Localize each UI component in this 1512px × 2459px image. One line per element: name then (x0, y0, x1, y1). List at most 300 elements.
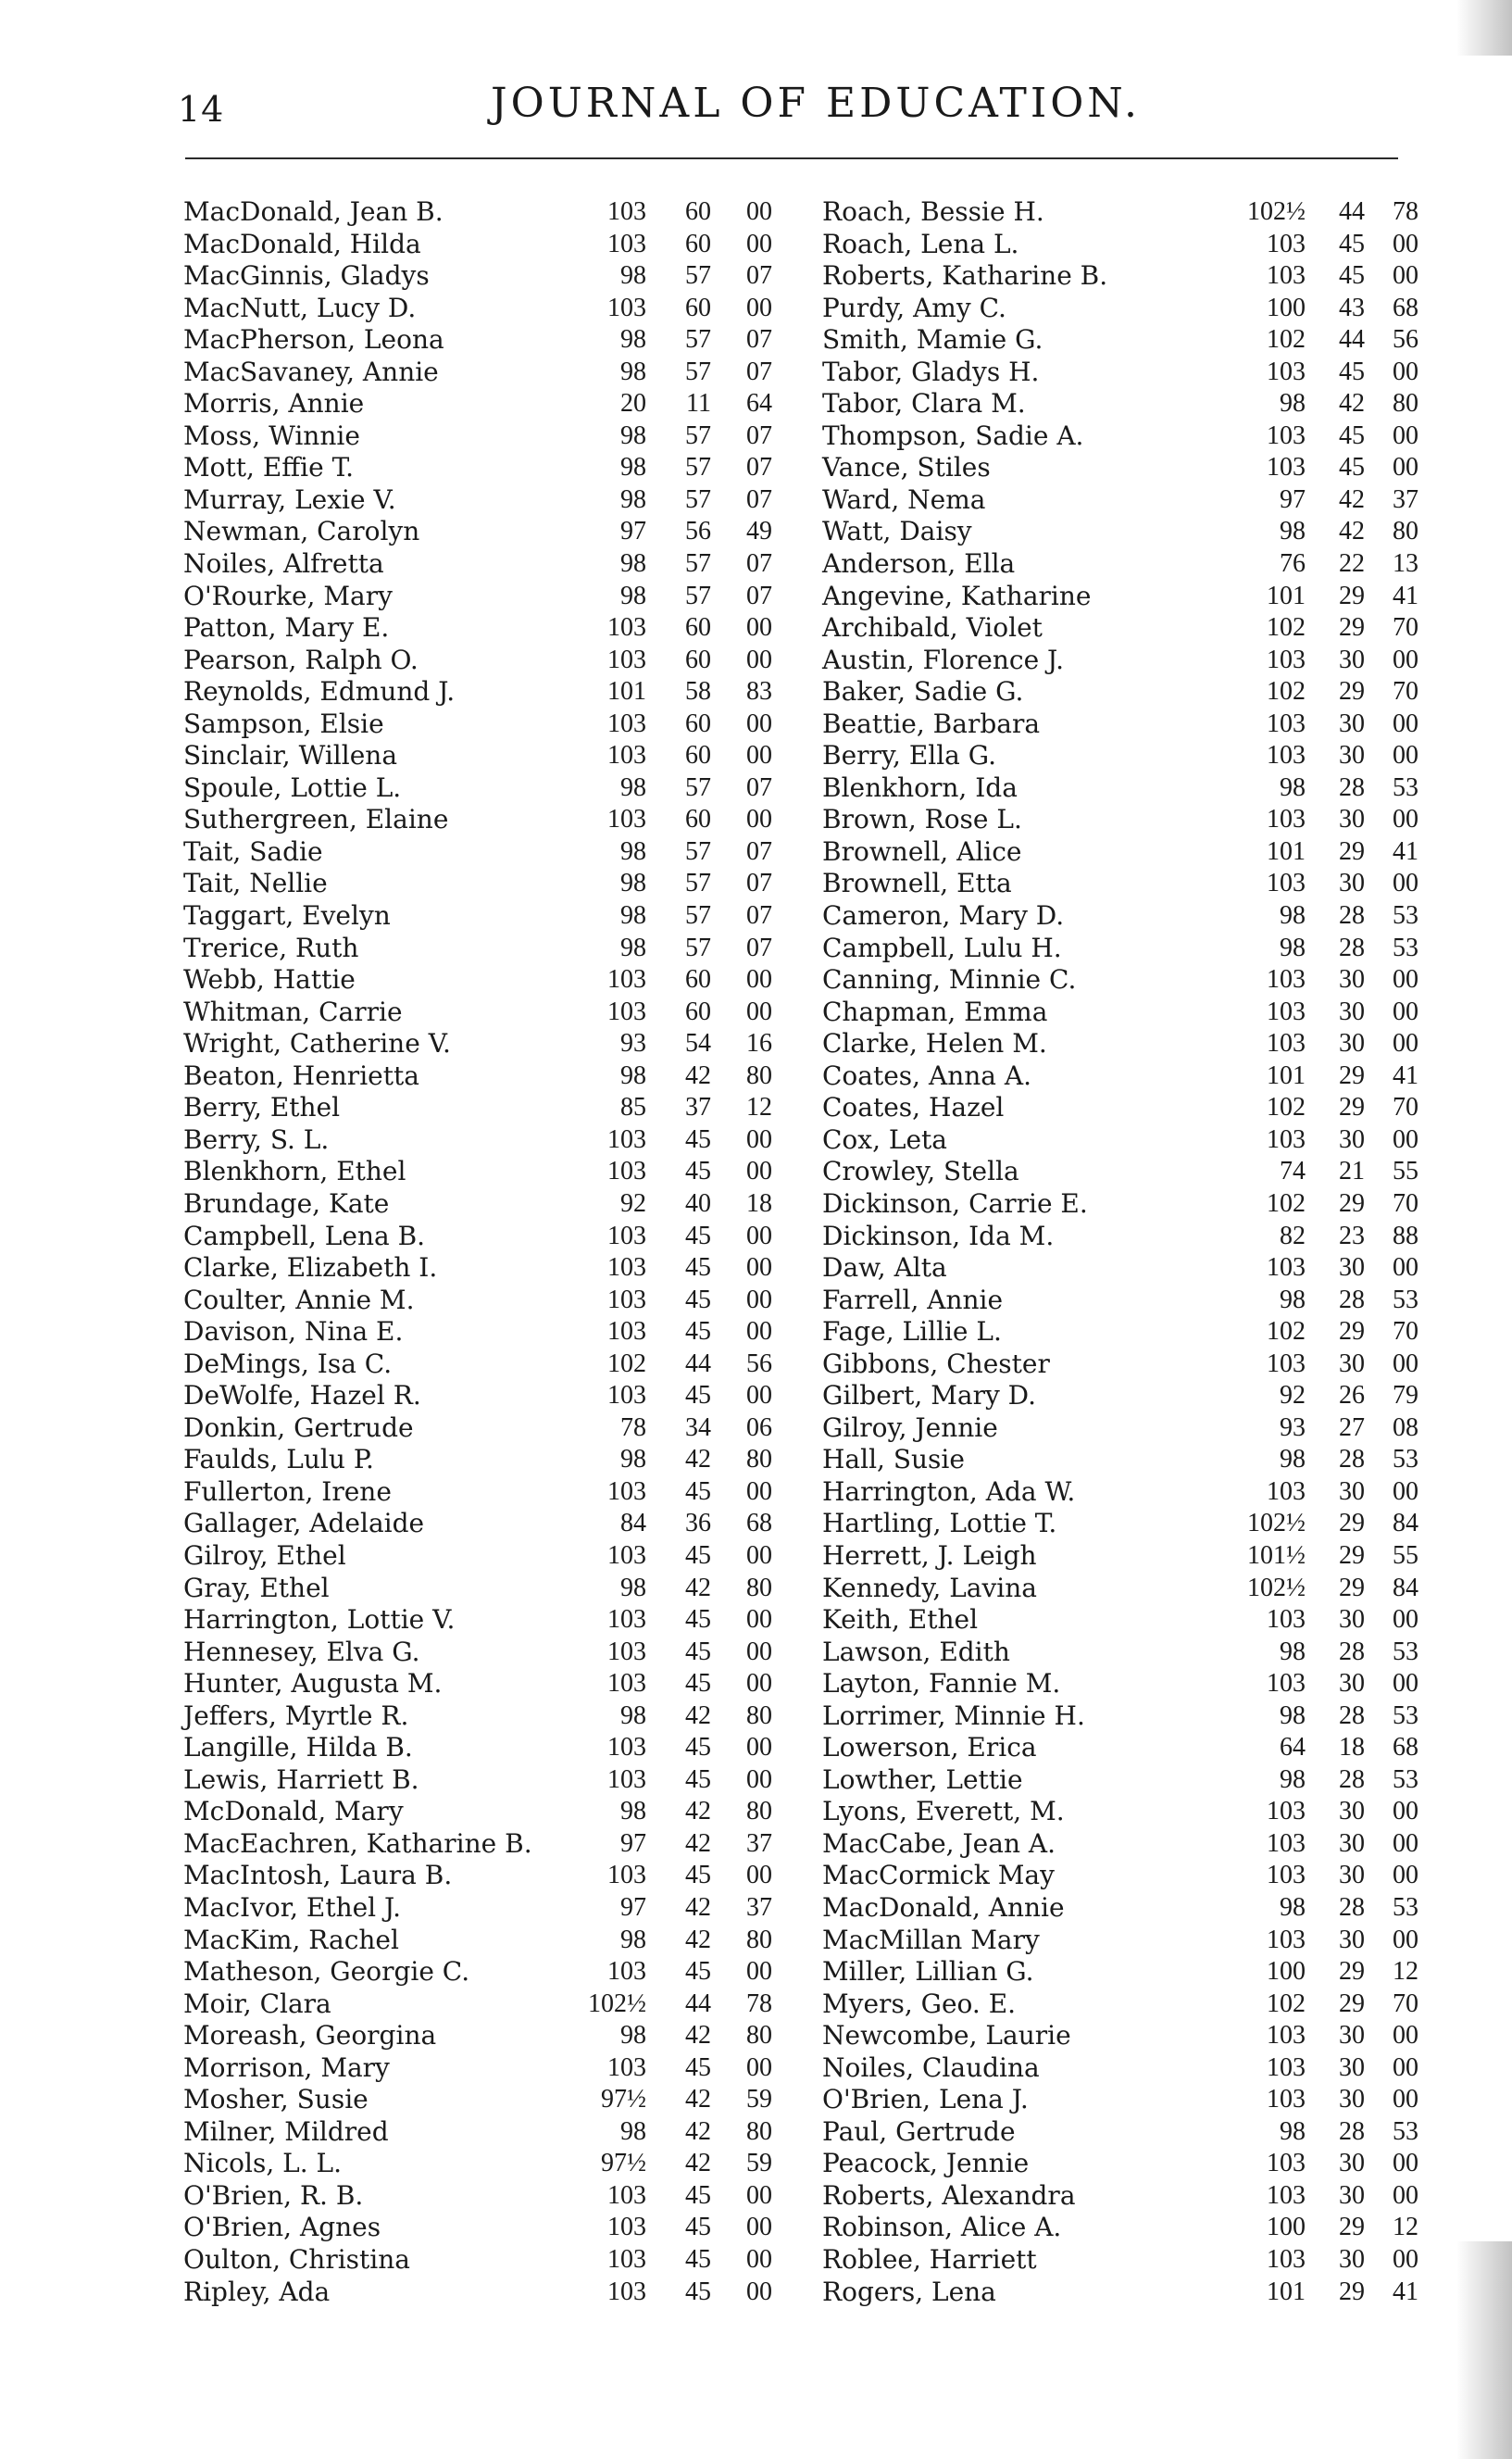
list-row (822, 484, 1452, 517)
days-taught: 98 (620, 869, 646, 898)
list-row (183, 1380, 813, 1412)
grant-cents: 80 (746, 2021, 772, 2051)
grant-cents: 41 (1393, 836, 1418, 866)
days-taught: 103 (607, 197, 646, 226)
grant-cents: 53 (1393, 1637, 1418, 1666)
teacher-name: O'Rourke, Mary (183, 580, 393, 611)
list-row (822, 612, 1452, 645)
grant-cents: 12 (746, 1093, 772, 1123)
teacher-name: Fage, Lillie L. (822, 1316, 1002, 1348)
days-taught: 103 (607, 613, 646, 643)
grant-cents: 41 (1393, 581, 1418, 610)
list-row (822, 1989, 1452, 2021)
grant-cents: 00 (1393, 2180, 1418, 2210)
days-taught: 103 (607, 1637, 646, 1666)
list-row (822, 420, 1452, 453)
grant-dollars: 29 (1339, 1188, 1365, 1218)
list-row (822, 836, 1452, 869)
grant-dollars: 54 (685, 1029, 711, 1059)
grant-cents: 00 (1393, 261, 1418, 291)
grant-cents: 00 (746, 1157, 772, 1186)
teacher-name: Blenkhorn, Ethel (183, 1156, 406, 1187)
grant-cents: 00 (1393, 805, 1418, 834)
list-row (183, 1316, 813, 1349)
days-taught: 103 (1267, 965, 1306, 995)
list-row (183, 581, 813, 613)
grant-dollars: 57 (685, 261, 711, 291)
teacher-name: Baker, Sadie G. (822, 676, 1024, 708)
teacher-name: Harrington, Ada W. (822, 1475, 1076, 1507)
grant-dollars: 45 (685, 1637, 711, 1666)
teacher-name: Fullerton, Irene (183, 1475, 392, 1507)
grant-dollars: 45 (685, 1669, 711, 1699)
days-taught: 103 (607, 2245, 646, 2274)
teacher-name: Trerice, Ruth (183, 932, 359, 963)
days-taught: 101 (1267, 2277, 1306, 2306)
teacher-name: Sampson, Elsie (183, 708, 384, 739)
teacher-name: Coates, Hazel (822, 1092, 1005, 1123)
grant-dollars: 28 (1339, 1764, 1365, 1794)
grant-cents: 07 (746, 933, 772, 962)
list-row (183, 484, 813, 517)
teacher-name: Roblee, Harriett (822, 2244, 1037, 2275)
teacher-name: Tabor, Clara M. (822, 388, 1026, 420)
teacher-name: Crowley, Stella (822, 1156, 1019, 1187)
page-edge-shadow-bottom (1456, 2241, 1512, 2459)
days-taught: 103 (1267, 2180, 1306, 2210)
teacher-name: Gallager, Adelaide (183, 1508, 425, 1539)
teacher-name: Miller, Lillian G. (822, 1956, 1034, 1988)
grant-cents: 07 (746, 772, 772, 802)
teacher-name: Donkin, Gertrude (183, 1411, 414, 1443)
grant-dollars: 26 (1339, 1381, 1365, 1411)
grant-dollars: 30 (1339, 965, 1365, 995)
grant-cents: 00 (746, 997, 772, 1026)
list-row (183, 1860, 813, 1892)
teacher-name: Hall, Susie (822, 1444, 965, 1475)
grant-dollars: 22 (1339, 549, 1365, 579)
grant-dollars: 28 (1339, 1445, 1365, 1474)
list-row (183, 1221, 813, 1253)
header-rule (185, 157, 1398, 159)
days-taught: 98 (620, 933, 646, 962)
days-taught: 98 (620, 261, 646, 291)
days-taught: 102 (1267, 1989, 1306, 2018)
teacher-name: Morris, Annie (183, 388, 365, 420)
days-taught: 103 (607, 1476, 646, 1506)
teacher-name: Peacock, Jennie (822, 2148, 1030, 2179)
days-taught: 93 (620, 1029, 646, 1059)
teacher-name: O'Brien, R. B. (183, 2179, 364, 2211)
grant-dollars: 42 (1339, 517, 1365, 546)
grant-cents: 80 (746, 1573, 772, 1602)
teacher-name: Nicols, L. L. (183, 2148, 343, 2179)
days-taught: 97 (620, 1828, 646, 1858)
grant-dollars: 29 (1339, 677, 1365, 707)
teacher-name: Smith, Mamie G. (822, 324, 1043, 356)
grant-cents: 53 (1393, 772, 1418, 802)
days-taught: 103 (1267, 869, 1306, 898)
days-taught: 97 (620, 1892, 646, 1922)
grant-cents: 00 (746, 741, 772, 771)
grant-cents: 49 (746, 517, 772, 546)
grant-dollars: 28 (1339, 1700, 1365, 1730)
list-row (822, 2277, 1452, 2309)
days-taught: 103 (607, 741, 646, 771)
teacher-name: Gilroy, Ethel (183, 1539, 346, 1571)
teacher-name: Suthergreen, Elaine (183, 804, 449, 835)
list-row (822, 1796, 1452, 1828)
days-taught: 98 (620, 1573, 646, 1602)
teacher-name: Dickinson, Carrie E. (822, 1187, 1088, 1219)
list-row (822, 1092, 1452, 1124)
list-row (822, 1637, 1452, 1669)
grant-dollars: 29 (1339, 613, 1365, 643)
grant-dollars: 28 (1339, 772, 1365, 802)
grant-cents: 00 (746, 2180, 772, 2210)
list-row (822, 1540, 1452, 1573)
grant-dollars: 30 (1339, 1476, 1365, 1506)
grant-dollars: 45 (685, 1253, 711, 1283)
list-row (822, 229, 1452, 261)
grant-cents: 00 (1393, 1797, 1418, 1826)
grant-dollars: 45 (685, 2180, 711, 2210)
grant-cents: 07 (746, 453, 772, 483)
list-row (822, 933, 1452, 965)
grant-cents: 00 (1393, 965, 1418, 995)
grant-dollars: 30 (1339, 1349, 1365, 1378)
list-row (183, 1092, 813, 1124)
teacher-name: MacCormick May (822, 1860, 1055, 1891)
teacher-name: Sinclair, Willena (183, 740, 398, 772)
days-taught: 98 (620, 1925, 646, 1954)
grant-dollars: 60 (685, 741, 711, 771)
list-row (183, 2212, 813, 2244)
grant-dollars: 57 (685, 933, 711, 962)
grant-cents: 64 (746, 389, 772, 419)
days-taught: 74 (1280, 1157, 1306, 1186)
list-row (183, 900, 813, 933)
teacher-name: DeMings, Isa C. (183, 1348, 393, 1379)
teacher-name: Lorrimer, Minnie H. (822, 1700, 1085, 1731)
teacher-name: MacIvor, Ethel J. (183, 1891, 401, 1923)
teacher-name: Taggart, Evelyn (183, 900, 391, 932)
teacher-name: Moreash, Georgina (183, 2020, 437, 2051)
grant-dollars: 42 (685, 1700, 711, 1730)
teacher-name: Clarke, Helen M. (822, 1028, 1047, 1060)
grant-cents: 56 (746, 1349, 772, 1378)
list-row (822, 1412, 1452, 1445)
teacher-name: Langille, Hilda B. (183, 1732, 413, 1763)
teacher-name: Angevine, Katharine (822, 580, 1092, 611)
teacher-name: Pearson, Ralph O. (183, 644, 419, 675)
days-taught: 103 (607, 2277, 646, 2306)
teacher-name: Berry, Ella G. (822, 740, 997, 772)
teacher-name: Tabor, Gladys H. (822, 356, 1040, 387)
days-taught: 103 (1267, 2245, 1306, 2274)
grant-cents: 00 (746, 1253, 772, 1283)
grant-dollars: 28 (1339, 933, 1365, 962)
grant-dollars: 45 (685, 1540, 711, 1570)
grant-cents: 53 (1393, 1700, 1418, 1730)
grant-cents: 53 (1393, 901, 1418, 931)
grant-dollars: 44 (685, 1349, 711, 1378)
grant-dollars: 37 (685, 1093, 711, 1123)
list-row (822, 1316, 1452, 1349)
list-row (183, 357, 813, 389)
days-taught: 92 (1280, 1381, 1306, 1411)
grant-cents: 00 (746, 645, 772, 674)
list-row (822, 804, 1452, 836)
grant-cents: 07 (746, 869, 772, 898)
teacher-name: Thompson, Sadie A. (822, 420, 1084, 451)
grant-dollars: 30 (1339, 1925, 1365, 1954)
grant-cents: 00 (746, 2245, 772, 2274)
days-taught: 103 (1267, 741, 1306, 771)
teacher-name: Blenkhorn, Ida (822, 772, 1018, 803)
list-row (183, 1252, 813, 1285)
days-taught: 103 (1267, 229, 1306, 258)
teacher-name: Rogers, Lena (822, 2276, 996, 2307)
grant-dollars: 30 (1339, 1797, 1365, 1826)
grant-dollars: 42 (685, 1573, 711, 1602)
teacher-name: Gilroy, Jennie (822, 1411, 998, 1443)
days-taught: 84 (620, 1509, 646, 1538)
grant-cents: 84 (1393, 1573, 1418, 1602)
list-row (183, 1668, 813, 1700)
list-row (822, 516, 1452, 548)
grant-dollars: 45 (685, 1733, 711, 1763)
teacher-name: MacKim, Rachel (183, 1924, 399, 1955)
grant-dollars: 58 (685, 677, 711, 707)
list-row (183, 324, 813, 357)
days-taught: 85 (620, 1093, 646, 1123)
teacher-name: Cameron, Mary D. (822, 900, 1065, 932)
grant-cents: 53 (1393, 933, 1418, 962)
list-row (183, 1989, 813, 2021)
days-taught: 103 (1267, 2085, 1306, 2114)
grant-cents: 00 (1393, 229, 1418, 258)
days-taught: 78 (620, 1412, 646, 1442)
grant-cents: 00 (746, 1957, 772, 1987)
grant-dollars: 42 (685, 2149, 711, 2178)
teacher-name: O'Brien, Lena J. (822, 2084, 1029, 2115)
grant-dollars: 45 (685, 1476, 711, 1506)
grant-dollars: 45 (685, 1157, 711, 1186)
list-row (183, 2052, 813, 2085)
list-row (822, 1028, 1452, 1060)
grant-dollars: 57 (685, 484, 711, 514)
days-taught: 98 (1280, 517, 1306, 546)
list-row (183, 388, 813, 420)
grant-dollars: 30 (1339, 1861, 1365, 1890)
days-taught: 97½ (601, 2085, 646, 2114)
grant-dollars: 30 (1339, 805, 1365, 834)
teacher-name: Davison, Nina E. (183, 1316, 404, 1348)
list-row (822, 196, 1452, 229)
teacher-name: Patton, Mary E. (183, 612, 390, 644)
teacher-name: MacNutt, Lucy D. (183, 292, 417, 323)
list-row (822, 1124, 1452, 1157)
grant-dollars: 45 (685, 2277, 711, 2306)
grant-cents: 00 (746, 613, 772, 643)
teacher-name: Myers, Geo. E. (822, 1988, 1017, 2019)
teacher-name: Anderson, Ella (822, 548, 1016, 580)
days-taught: 102 (1267, 677, 1306, 707)
grant-cents: 00 (746, 1285, 772, 1314)
grant-dollars: 18 (1339, 1733, 1365, 1763)
grant-dollars: 42 (685, 1925, 711, 1954)
days-taught: 98 (620, 549, 646, 579)
days-taught: 98 (620, 1797, 646, 1826)
days-taught: 103 (607, 965, 646, 995)
list-row (183, 1637, 813, 1669)
grant-cents: 00 (1393, 997, 1418, 1026)
grant-dollars: 56 (685, 517, 711, 546)
days-taught: 101 (1267, 836, 1306, 866)
grant-cents: 06 (746, 1412, 772, 1442)
days-taught: 98 (1280, 933, 1306, 962)
grant-cents: 00 (746, 2052, 772, 2082)
list-row (822, 1892, 1452, 1925)
teacher-name: Roach, Lena L. (822, 228, 1019, 259)
grant-cents: 00 (1393, 2245, 1418, 2274)
list-row (183, 2116, 813, 2149)
days-taught: 103 (607, 2052, 646, 2082)
grant-dollars: 29 (1339, 1989, 1365, 2018)
teacher-name: Ward, Nema (822, 483, 986, 515)
grant-dollars: 57 (685, 453, 711, 483)
grant-dollars: 60 (685, 965, 711, 995)
grant-dollars: 29 (1339, 836, 1365, 866)
list-row (822, 2212, 1452, 2244)
list-row (822, 868, 1452, 900)
teacher-name: Lowther, Lettie (822, 1763, 1023, 1795)
days-taught: 98 (1280, 772, 1306, 802)
grant-cents: 00 (1393, 709, 1418, 738)
grant-dollars: 28 (1339, 1285, 1365, 1314)
teacher-name: Campbell, Lena B. (183, 1220, 426, 1251)
teacher-name: Canning, Minnie C. (822, 964, 1077, 996)
days-taught: 103 (607, 645, 646, 674)
days-taught: 82 (1280, 1221, 1306, 1250)
list-row (822, 772, 1452, 805)
days-taught: 103 (607, 997, 646, 1026)
grant-cents: 53 (1393, 1445, 1418, 1474)
grant-cents: 78 (746, 1989, 772, 2018)
grant-cents: 41 (1393, 1060, 1418, 1090)
list-row (822, 2052, 1452, 2085)
list-row (822, 2084, 1452, 2116)
grant-dollars: 30 (1339, 1828, 1365, 1858)
days-taught: 103 (607, 1861, 646, 1890)
teacher-name: Gray, Ethel (183, 1572, 330, 1603)
teacher-name: Webb, Hattie (183, 964, 356, 996)
teacher-name: Roberts, Katharine B. (822, 260, 1108, 292)
list-row (822, 1764, 1452, 1797)
grant-dollars: 57 (685, 869, 711, 898)
days-taught: 103 (1267, 1669, 1306, 1699)
days-taught: 101 (1267, 581, 1306, 610)
days-taught: 98 (620, 1445, 646, 1474)
grant-cents: 88 (1393, 1221, 1418, 1250)
grant-cents: 00 (746, 1605, 772, 1635)
days-taught: 102 (1267, 325, 1306, 355)
list-row (183, 1349, 813, 1381)
grant-cents: 00 (746, 1221, 772, 1250)
grant-dollars: 27 (1339, 1412, 1365, 1442)
teacher-name: MacDonald, Jean B. (183, 196, 444, 227)
grant-dollars: 29 (1339, 581, 1365, 610)
teacher-name: MacGinnis, Gladys (183, 260, 430, 292)
grant-cents: 00 (1393, 1253, 1418, 1283)
days-taught: 103 (1267, 453, 1306, 483)
list-row (183, 2180, 813, 2213)
teacher-name: Beaton, Henrietta (183, 1060, 419, 1091)
list-row (183, 1156, 813, 1188)
grant-cents: 00 (1393, 1925, 1418, 1954)
page-edge-shadow-top (1456, 0, 1512, 56)
teacher-name: Campbell, Lulu H. (822, 932, 1062, 963)
grant-cents: 70 (1393, 1317, 1418, 1347)
list-row (822, 709, 1452, 741)
grant-dollars: 42 (685, 2116, 711, 2146)
grant-cents: 00 (1393, 1605, 1418, 1635)
teacher-name: Wright, Catherine V. (183, 1028, 451, 1060)
list-row (183, 933, 813, 965)
grant-cents: 07 (746, 261, 772, 291)
teacher-name: Whitman, Carrie (183, 996, 403, 1027)
grant-dollars: 30 (1339, 1124, 1365, 1154)
days-taught: 98 (1280, 389, 1306, 419)
grant-cents: 78 (1393, 197, 1418, 226)
list-row (183, 1444, 813, 1476)
teacher-name: Brownell, Alice (822, 835, 1022, 867)
teacher-name: Watt, Daisy (822, 516, 972, 547)
list-row (183, 260, 813, 293)
list-row (183, 229, 813, 261)
teacher-name: Clarke, Elizabeth I. (183, 1252, 438, 1284)
grant-dollars: 60 (685, 645, 711, 674)
days-taught: 98 (1280, 1285, 1306, 1314)
days-taught: 103 (607, 1540, 646, 1570)
grant-cents: 80 (1393, 389, 1418, 419)
grant-dollars: 28 (1339, 1892, 1365, 1922)
list-row (822, 964, 1452, 997)
teacher-name: Noiles, Claudina (822, 2051, 1040, 2083)
list-row (822, 1444, 1452, 1476)
list-row (183, 196, 813, 229)
grant-cents: 70 (1393, 677, 1418, 707)
days-taught: 98 (1280, 1637, 1306, 1666)
grant-dollars: 45 (685, 1381, 711, 1411)
list-row (822, 260, 1452, 293)
days-taught: 103 (607, 229, 646, 258)
list-row (183, 997, 813, 1029)
days-taught: 103 (607, 293, 646, 322)
days-taught: 76 (1280, 549, 1306, 579)
teacher-name: Daw, Alta (822, 1252, 947, 1284)
days-taught: 103 (607, 1733, 646, 1763)
list-row (822, 2180, 1452, 2213)
teacher-name: MacIntosh, Laura B. (183, 1860, 453, 1891)
teacher-name: Tait, Nellie (183, 868, 328, 899)
grant-dollars: 42 (685, 1797, 711, 1826)
grant-dollars: 30 (1339, 1605, 1365, 1635)
teacher-name: Layton, Fannie M. (822, 1668, 1061, 1700)
days-taught: 98 (620, 453, 646, 483)
grant-cents: 07 (746, 549, 772, 579)
